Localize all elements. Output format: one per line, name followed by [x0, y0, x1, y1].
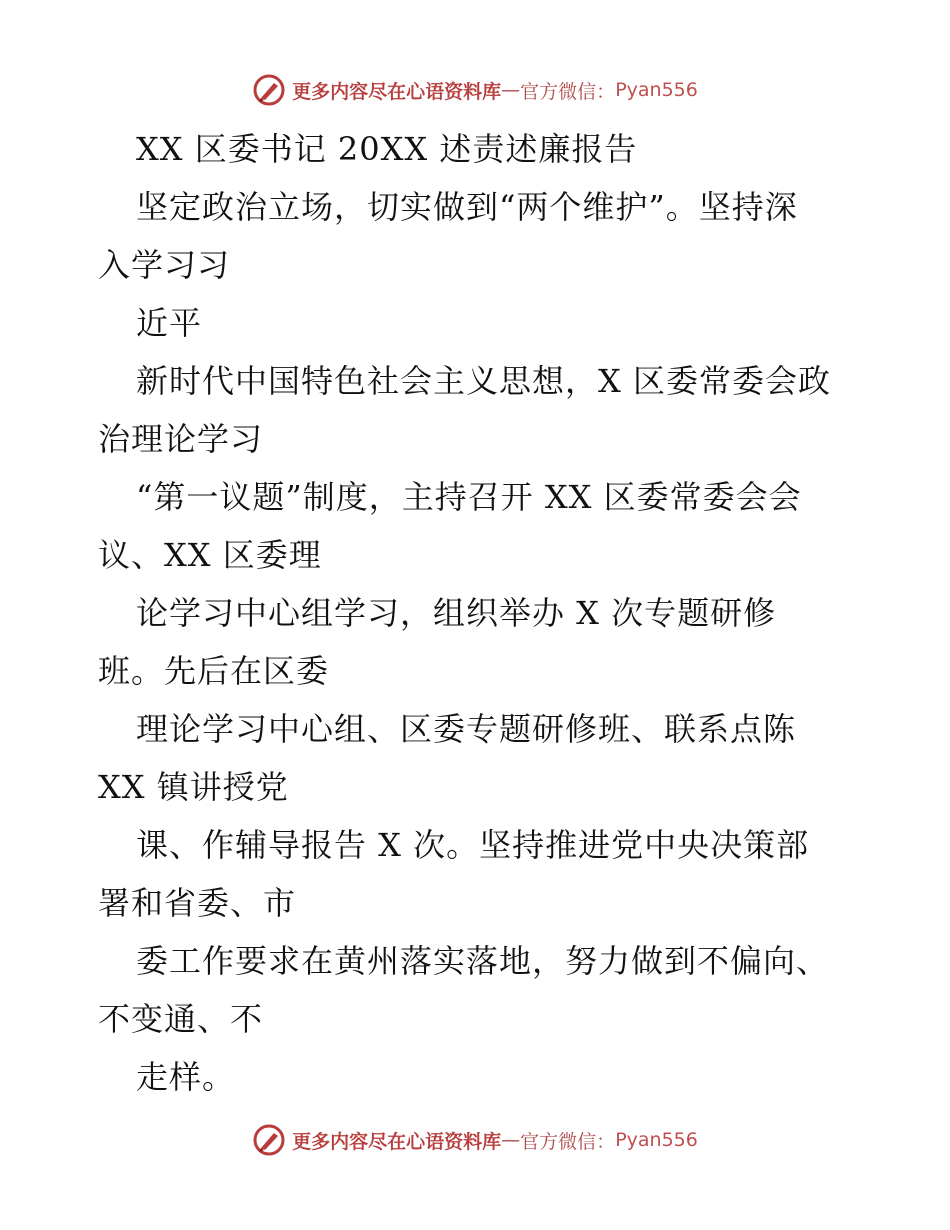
watermark-separator: —: [501, 1129, 521, 1151]
footer-watermark: [0, 1120, 950, 1160]
text-line: “第一议题”制度，主持召开 XX 区委常委会会: [136, 478, 802, 516]
text-line: 论学习中心组学习，组织举办 X 次专题研修: [136, 594, 777, 632]
text-line: 入学习习: [98, 246, 231, 284]
text-line: 走样。: [136, 1058, 236, 1096]
header-watermark: [0, 70, 950, 110]
text-line: 不变通、不: [98, 1000, 264, 1038]
watermark-separator: —: [501, 79, 521, 101]
watermark-wechat-id: Pyan556: [615, 1129, 698, 1151]
pen-logo-icon: [252, 1123, 286, 1157]
text-line: 坚定政治立场，切实做到“两个维护”。坚持深: [136, 188, 798, 226]
text-line: 近平: [136, 304, 203, 342]
watermark-wechat-id: Pyan556: [615, 79, 698, 101]
watermark-label: 官方微信：: [520, 1130, 616, 1153]
text-line: 理论学习中心组、区委专题研修班、联系点陈: [136, 710, 797, 748]
pen-logo-icon: [252, 73, 286, 107]
watermark-label: 官方微信：: [520, 80, 616, 103]
text-line: 新时代中国特色社会主义思想，X 区委常委会政: [136, 362, 831, 400]
document-body: [98, 120, 858, 1106]
text-line: XX 镇讲授党: [98, 768, 289, 806]
watermark-brand: 更多内容尽在心语资料库: [292, 80, 502, 103]
watermark-brand: 更多内容尽在心语资料库: [292, 1130, 502, 1153]
document-title: XX 区委书记 20XX 述责述廉报告: [136, 130, 638, 168]
text-line: 议、XX 区委理: [98, 536, 322, 574]
text-line: 课、作辅导报告 X 次。坚持推进党中央决策部: [136, 826, 810, 864]
text-line: 治理论学习: [98, 420, 264, 458]
text-line: 署和省委、市: [98, 884, 297, 922]
text-line: 班。先后在区委: [98, 652, 330, 690]
text-line: 委工作要求在黄州落实落地，努力做到不偏向、: [136, 942, 830, 980]
